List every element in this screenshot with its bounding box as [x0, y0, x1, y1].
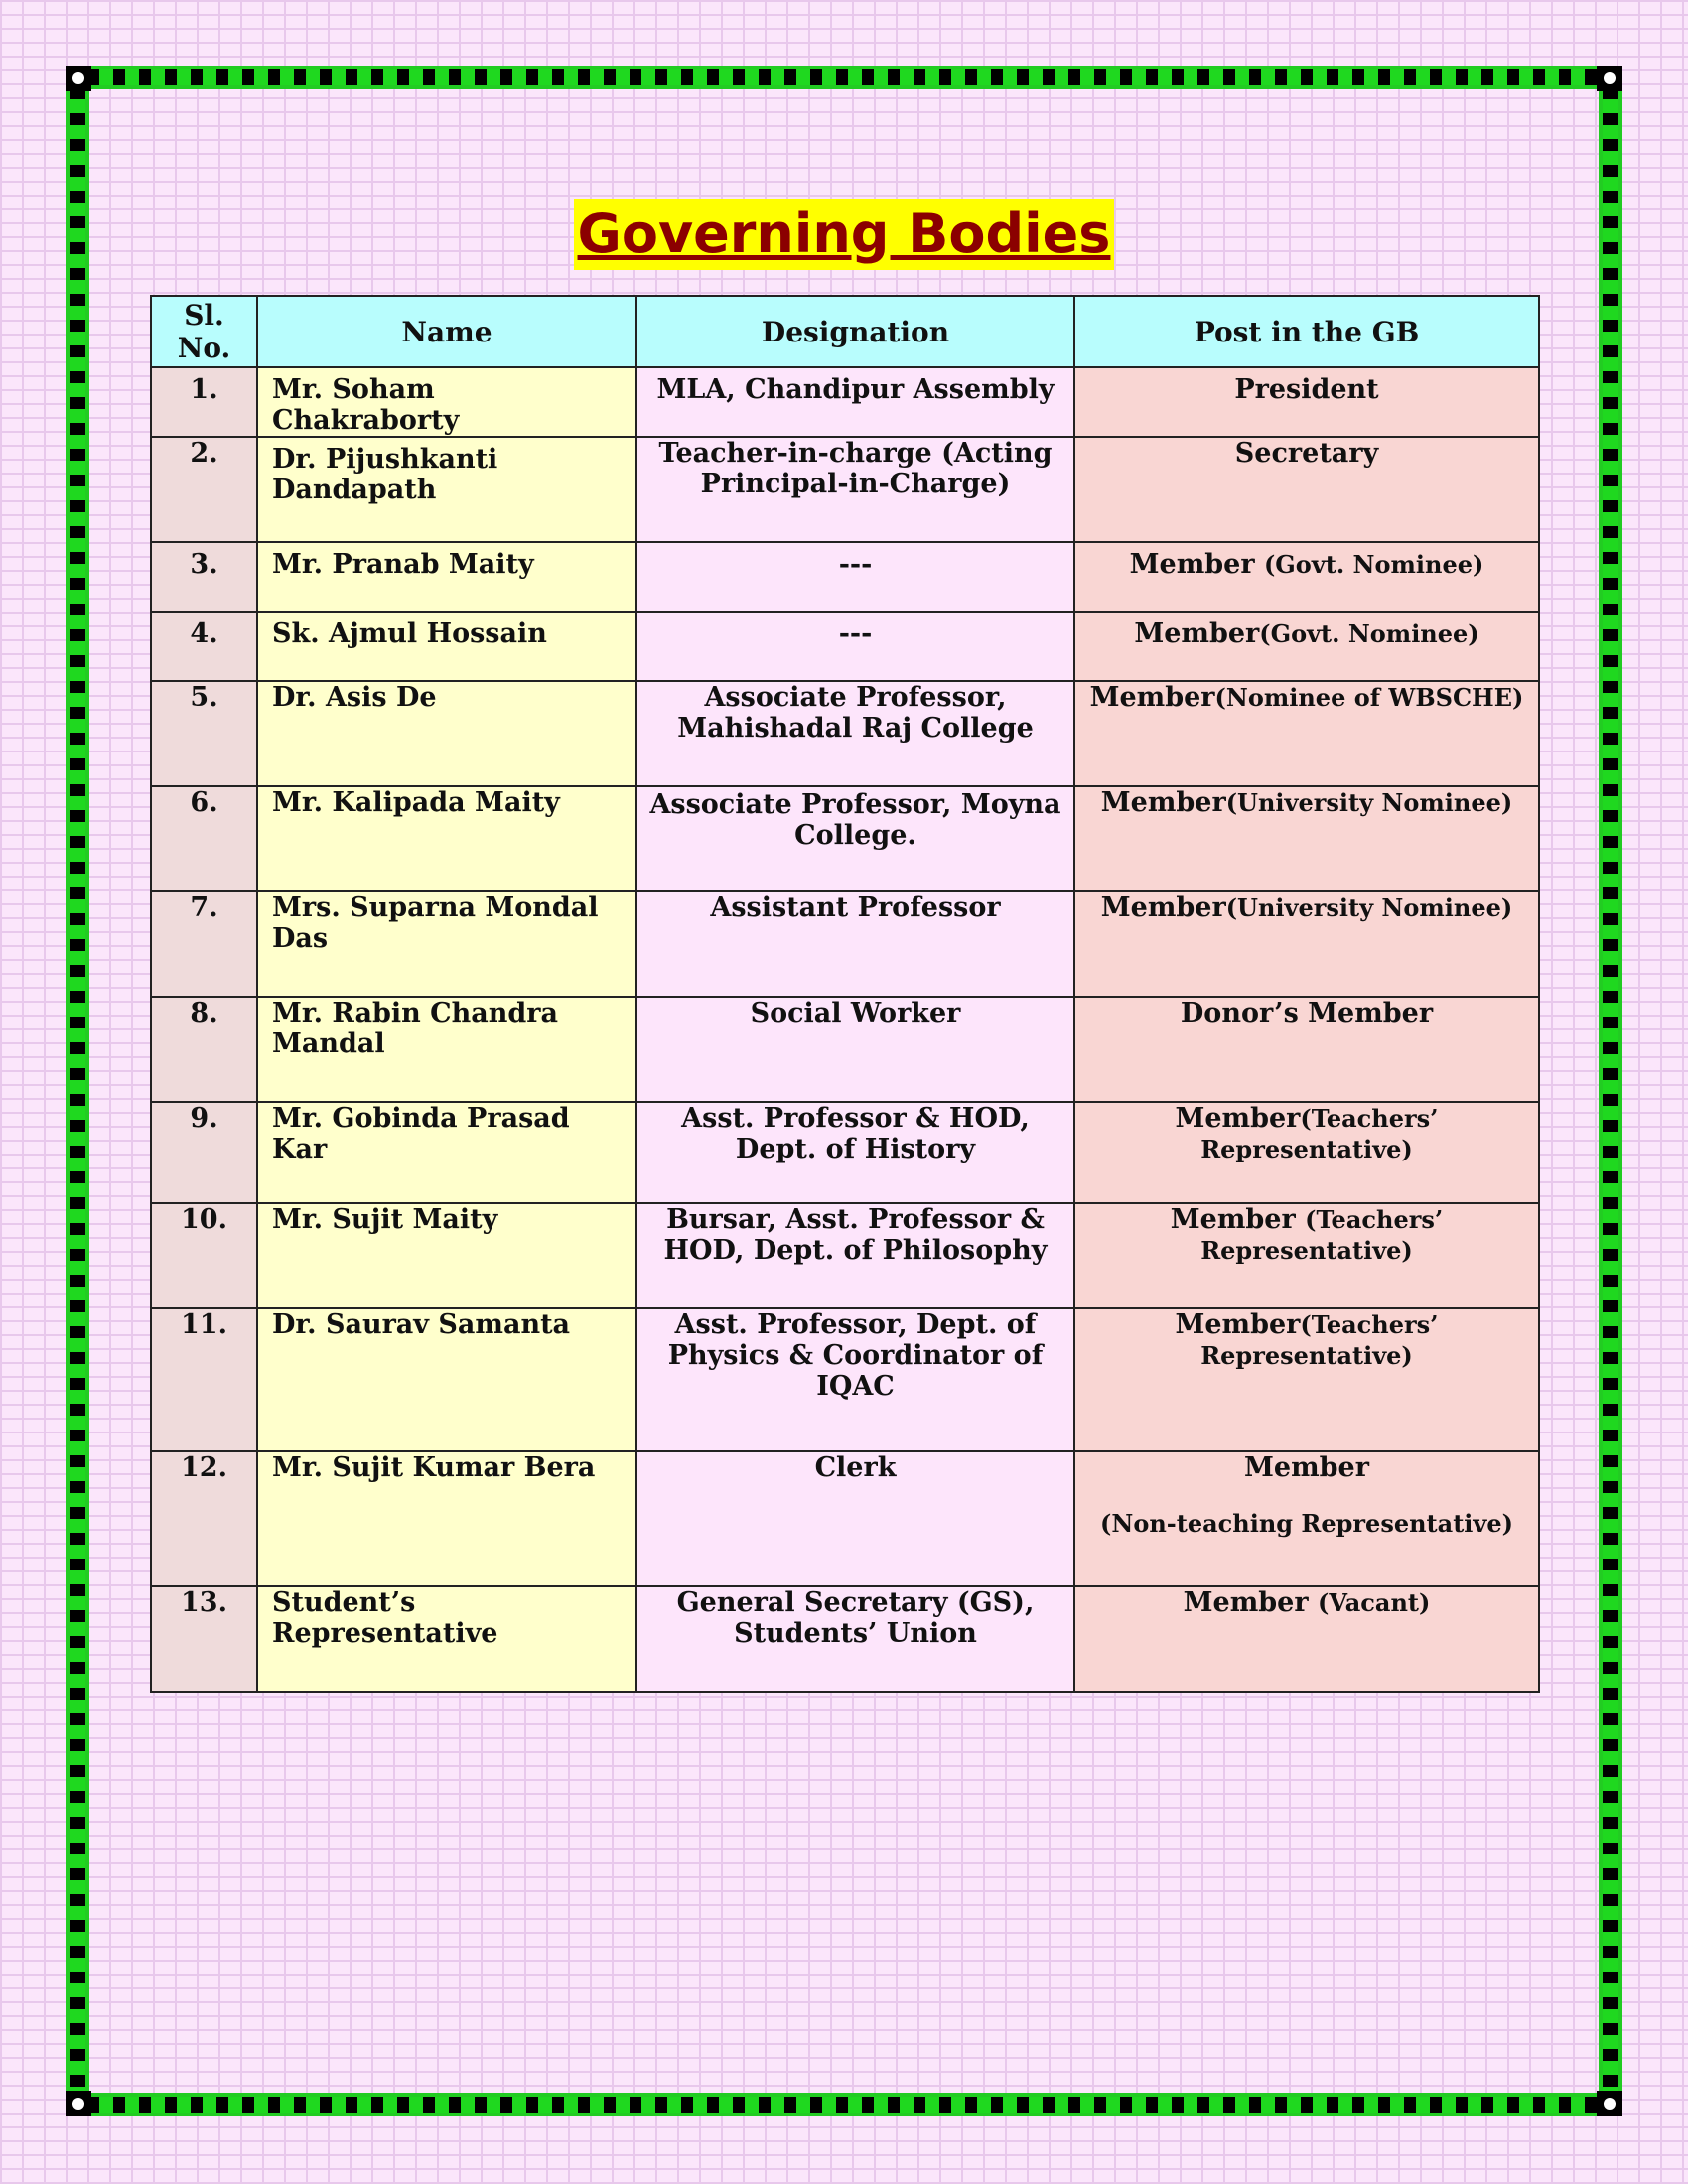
post-note: (University Nominee)	[1225, 788, 1513, 817]
table-row	[151, 786, 1539, 891]
cell-designation: Associate Professor, Moyna College.	[636, 786, 1074, 891]
cell-designation: Teacher-in-charge (Acting Principal-in-Charge)	[636, 437, 1074, 542]
cell-sl: 12.	[151, 1451, 257, 1586]
cell-designation: Clerk	[636, 1451, 1074, 1586]
post-title: Member	[1089, 682, 1215, 713]
post-note: (Teachers’ Representative)	[1200, 1205, 1444, 1265]
cell-sl: 13.	[151, 1586, 257, 1692]
header-designation: Designation	[636, 296, 1074, 367]
cell-sl: 10.	[151, 1203, 257, 1308]
cell-designation: General Secretary (GS), Students’ Union	[636, 1586, 1074, 1692]
post-note: (Teachers’ Representative)	[1200, 1310, 1439, 1370]
cell-sl: 5.	[151, 681, 257, 786]
cell-post	[1074, 1308, 1539, 1451]
cell-name: Dr. Pijushkanti Dandapath	[257, 437, 636, 542]
post-note: (Teachers’ Representative)	[1200, 1104, 1439, 1163]
cell-post	[1074, 786, 1539, 891]
cell-post	[1074, 612, 1539, 681]
cell-designation: Bursar, Asst. Professor & HOD, Dept. of Philosophy	[636, 1203, 1074, 1308]
post-title: Member	[1129, 549, 1255, 580]
cell-designation: ---	[636, 542, 1074, 612]
title-wrapper	[0, 199, 1688, 270]
header-name: Name	[257, 296, 636, 367]
cell-sl: 1.	[151, 367, 257, 437]
cell-name: Sk. Ajmul Hossain	[257, 612, 636, 681]
cell-sl: 9.	[151, 1102, 257, 1203]
table-row	[151, 681, 1539, 786]
post-title: Secretary	[1234, 438, 1379, 469]
page-title: Governing Bodies	[574, 199, 1115, 270]
cell-sl: 6.	[151, 786, 257, 891]
post-title: Member	[1183, 1587, 1309, 1618]
cell-designation: Social Worker	[636, 997, 1074, 1102]
cell-name: Student’s Representative	[257, 1586, 636, 1692]
cell-post	[1074, 1102, 1539, 1203]
cell-name: Mrs. Suparna Mondal Das	[257, 891, 636, 997]
table-row	[151, 612, 1539, 681]
post-title: Donor’s Member	[1180, 998, 1434, 1028]
table-row	[151, 891, 1539, 997]
cell-post	[1074, 437, 1539, 542]
header-sl-no: Sl. No.	[151, 296, 257, 367]
table-row	[151, 437, 1539, 542]
table-row	[151, 367, 1539, 437]
cell-designation: Associate Professor, Mahishadal Raj College	[636, 681, 1074, 786]
cell-designation: Asst. Professor & HOD, Dept. of History	[636, 1102, 1074, 1203]
cell-sl: 3.	[151, 542, 257, 612]
post-title: Member	[1100, 892, 1226, 923]
cell-sl: 11.	[151, 1308, 257, 1451]
table-row	[151, 542, 1539, 612]
cell-post	[1074, 681, 1539, 786]
cell-name: Mr. Sujit Kumar Bera	[257, 1451, 636, 1586]
cell-name: Mr. Rabin Chandra Mandal	[257, 997, 636, 1102]
cell-name: Mr. Sujit Maity	[257, 1203, 636, 1308]
post-title: President	[1234, 374, 1379, 405]
post-title: Member	[1170, 1204, 1296, 1235]
post-note: (Vacant)	[1317, 1588, 1431, 1617]
corner-ornament-icon	[66, 66, 91, 91]
cell-designation: MLA, Chandipur Assembly	[636, 367, 1074, 437]
corner-ornament-icon	[1597, 66, 1622, 91]
cell-post	[1074, 1586, 1539, 1692]
cell-post	[1074, 1203, 1539, 1308]
table-row	[151, 1203, 1539, 1308]
cell-designation: Assistant Professor	[636, 891, 1074, 997]
cell-name: Mr. Pranab Maity	[257, 542, 636, 612]
cell-name: Dr. Asis De	[257, 681, 636, 786]
header-post: Post in the GB	[1074, 296, 1539, 367]
cell-designation: Asst. Professor, Dept. of Physics & Coordinator of IQAC	[636, 1308, 1074, 1451]
table-row	[151, 1102, 1539, 1203]
cell-sl: 4.	[151, 612, 257, 681]
table-row	[151, 1308, 1539, 1451]
cell-post	[1074, 367, 1539, 437]
cell-post	[1074, 542, 1539, 612]
cell-name: Mr. Gobinda Prasad Kar	[257, 1102, 636, 1203]
post-note: (Govt. Nominee)	[1263, 550, 1484, 579]
cell-post	[1074, 1451, 1539, 1586]
post-note: (Nominee of WBSCHE)	[1214, 683, 1524, 712]
border-right	[1599, 66, 1622, 2116]
cell-name: Dr. Saurav Samanta	[257, 1308, 636, 1451]
border-left	[66, 66, 89, 2116]
post-note: (Non-teaching Representative)	[1100, 1509, 1513, 1538]
table-row	[151, 1586, 1539, 1692]
border-top	[66, 66, 1622, 89]
post-title: Member	[1175, 1309, 1301, 1340]
cell-name: Mr. Kalipada Maity	[257, 786, 636, 891]
post-note: (University Nominee)	[1225, 893, 1513, 922]
governing-body-table	[150, 295, 1540, 1693]
corner-ornament-icon	[66, 2091, 91, 2116]
cell-sl: 2.	[151, 437, 257, 542]
cell-post	[1074, 891, 1539, 997]
table-row	[151, 1451, 1539, 1586]
post-title: Member	[1100, 787, 1226, 818]
post-note: (Govt. Nominee)	[1259, 619, 1479, 648]
cell-post	[1074, 997, 1539, 1102]
border-bottom	[66, 2093, 1622, 2116]
cell-name: Mr. Soham Chakraborty	[257, 367, 636, 437]
table-row	[151, 997, 1539, 1102]
cell-sl: 7.	[151, 891, 257, 997]
post-title: Member	[1175, 1103, 1301, 1134]
cell-sl: 8.	[151, 997, 257, 1102]
corner-ornament-icon	[1597, 2091, 1622, 2116]
table-header-row	[151, 296, 1539, 367]
cell-designation: ---	[636, 612, 1074, 681]
post-title: Member	[1134, 618, 1260, 649]
post-title: Member	[1244, 1452, 1369, 1483]
